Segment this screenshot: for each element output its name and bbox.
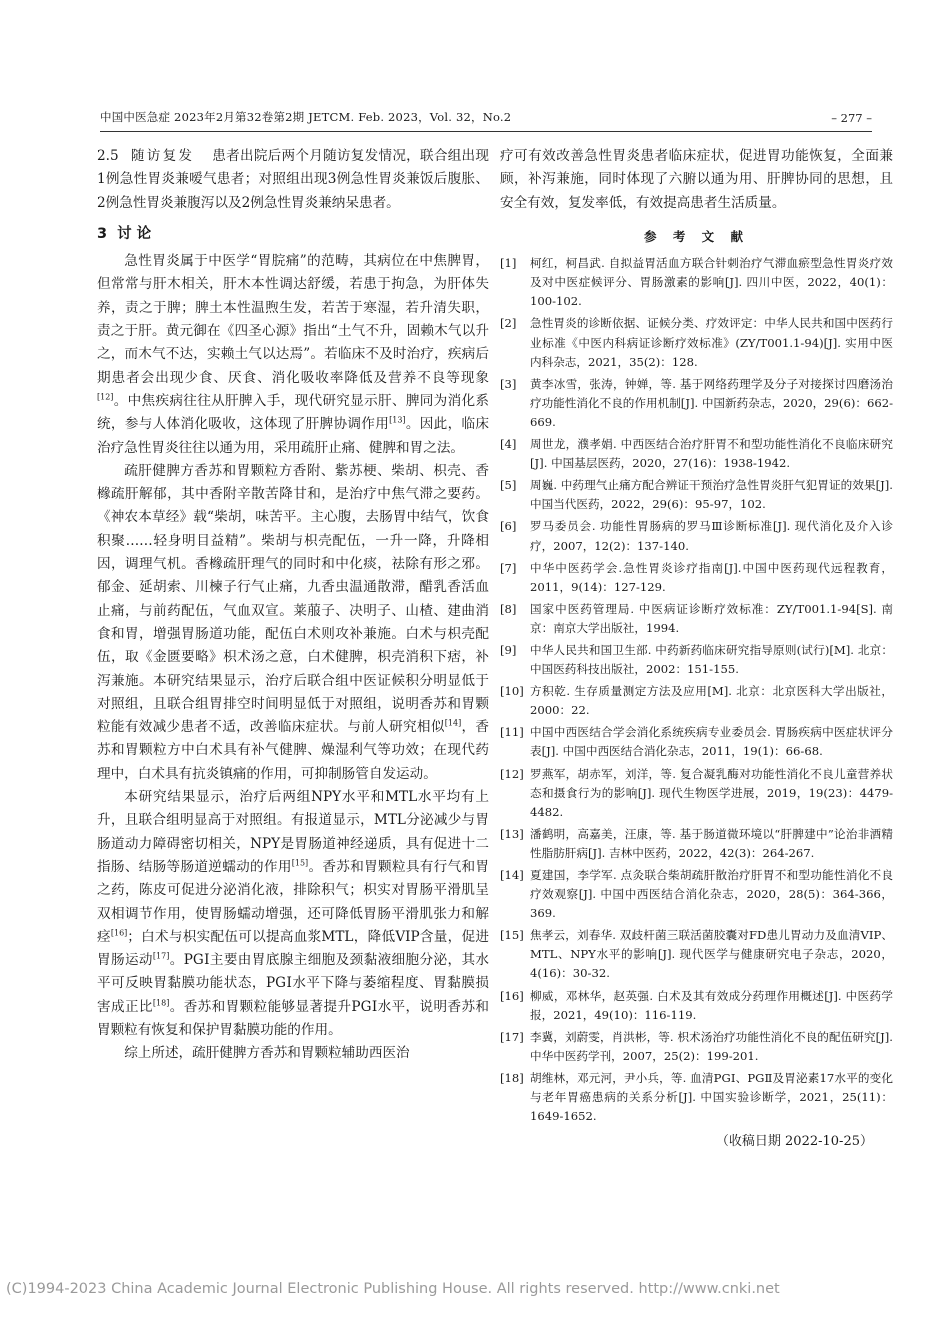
reference-item: [500, 825, 893, 863]
reference-text: 急性胃炎的诊断依据、证候分类、疗效评定：中华人民共和国中医药行业标准《中医内科病证诊断疗效标准》(ZY/T001.1-94)[J]. 实用中医内科杂志，2021，35(2)：128.: [530, 316, 893, 369]
reference-text: 焦孝云，刘春华. 双歧杆菌三联活菌胶囊对FD患儿胃动力及血清VIP、MTL、NPY水平的影响[J]. 现代医学与健康研究电子杂志，2020，4(16)：30-32.: [530, 928, 893, 981]
left-column: [97, 145, 489, 1066]
reference-item: [500, 723, 893, 761]
body-text: 。PGⅠ主要由胃底腺主细胞及颈黏液细胞分泌，其水平可反映胃黏膜功能状态，PGⅠ水平下降与萎缩程度、胃黏膜损害成正比: [97, 952, 490, 1015]
reference-text: 胡维林，邓元河，尹小兵，等. 血清PGⅠ、PGⅡ及胃泌素17水平的变化与老年胃癌患病的关系分析[J]. 中国实验诊断学，2021，25(11)：1649-1652.: [530, 1070, 893, 1124]
reference-item: [500, 375, 893, 432]
reference-text: 中华中医药学会.急性胃炎诊疗指南[J].中国中医药现代远程教育，2011，9(14)：127-129.: [530, 560, 893, 594]
reference-text: 中国中西医结合学会消化系统疾病专业委员会. 胃肠疾病中医症状评分表[J]. 中国中西医结合消化杂志，2011，19(1)：66-68.: [530, 725, 893, 759]
right-column: [500, 145, 893, 1154]
discussion-paragraph-3: [97, 786, 489, 1042]
conclusion-continuation: 疗可有效改善急性胃炎患者临床症状，促进胃功能恢复，全面兼顾，补泻兼施，同时体现了六腑以通为用、肝脾协同的思想，且安全有效，复发率低，有效提高患者生活质量。: [500, 148, 893, 211]
reference-item: [500, 1028, 893, 1066]
body-text: 本研究结果显示，治疗后两组NPY水平和MTL水平均有上升，且联合组明显高于对照组。有报道显示，MTL分泌减少与胃肠道动力障碍密切相关，NPY是胃肠道神经递质，具有促进十二指肠、结肠等肠道逆蠕动的作用: [97, 789, 489, 875]
body-text: 。香苏和胃颗粒能够显著提升PGⅠ水平，说明香苏和胃颗粒有恢复和保护胃黏膜功能的作用。: [97, 998, 490, 1038]
reference-text: 罗燕军，胡赤军，刘洋，等. 复合凝乳酶对功能性消化不良儿童营养状态和摄食行为的影响[J]. 现代生物医学进展，2019，19(23)：4479-4482.: [530, 766, 893, 819]
page-number: – 277 –: [831, 111, 872, 125]
followup-text: 患者出院后两个月随访复发情况，联合组出现1例急性胃炎兼嗳气患者；对照组出现3例急性胃炎兼饭后腹胀、2例急性胃炎兼腹泻以及2例急性胃炎兼纳呆患者。: [97, 148, 490, 211]
reference-number: [4]: [500, 437, 517, 452]
reference-item: [500, 641, 893, 679]
reference-number: [15]: [500, 928, 524, 943]
reference-item: [500, 600, 893, 638]
discussion-paragraph-4: 综上所述，疏肝健脾方香苏和胃颗粒辅助西医治: [124, 1045, 410, 1062]
body-text: ；白术与枳实配伍可以提高血浆MTL，降低VIP含量，促进胃肠运动: [97, 928, 489, 969]
reference-number: [7]: [500, 560, 517, 575]
reference-number: [17]: [500, 1029, 524, 1044]
reference-number: [1]: [500, 256, 517, 271]
reference-item: [500, 1069, 893, 1126]
body-text: 急性胃炎属于中医学“胃脘痛”的范畴，其病位在中焦脾胃，但常常与肝木相关，肝木本性调达舒缓，若患于拘急，为肝体失养，责之于脾；脾土本性温煦生发，若苦于寒湿，若升清失职，责之于肝。黄元御在《四圣心源》指出“土气不升，固赖木气以升之，而木气不达，实赖土气以达焉”。若临床不及时治疗，疾病后期患者会出现少食、厌食、消化吸收率降低及营养不良等现象: [97, 253, 489, 386]
reference-number: [11]: [500, 725, 524, 740]
reference-number: [13]: [500, 826, 524, 841]
reference-number: [6]: [500, 519, 517, 534]
reference-text: 周世龙，濮孝娟. 中西医结合治疗肝胃不和型功能性消化不良临床研究[J]. 中国基层医药，2020，27(16)：1938-1942.: [530, 437, 893, 471]
reference-text: 李冀，刘蔚雯，肖洪彬，等. 枳术汤治疗功能性消化不良的配伍研究[J]. 中华中医药学刊，2007，25(2)：199-201.: [530, 1029, 893, 1063]
body-text: 疏肝健脾方香苏和胃颗粒方香附、紫苏梗、柴胡、枳壳、香橼疏肝解郁，其中香附辛散苦降甘和，是治疗中焦气滞之要药。《神农本草经》载“柴胡，味苦平。主心腹，去肠胃中结气，饮食积聚……轻身明目益精”。柴胡与枳壳配伍，一升一降，升降相因，调理气机。香橼疏肝理气的同时和中化痰，祛除有形之邪。郁金、延胡索、川楝子行气止痛，九香虫温通散滞，醋乳香活血止痛，与前药配伍，气血双宣。莱菔子、决明子、山楂、建曲消食和胃，增强胃肠道功能，配伍白术则攻补兼施。白术与枳壳配伍，取《金匮要略》枳术汤之意，白术健脾，枳壳消积下痞，补泻兼施。本研究结果显示，治疗后联合组中医证候积分明显低于对照组，且联合组胃排空时间明显低于对照组，说明香苏和胃颗粒能有效减少患者不适，改善临床症状。与前人研究相似: [97, 462, 489, 736]
reference-item: [500, 987, 893, 1025]
reference-item: [500, 866, 893, 923]
body-text: 。因此，临床治疗急性胃炎往往以通为用，采用疏肝止痛、健脾和胃之法。: [97, 416, 490, 456]
citation: [15]: [291, 858, 309, 868]
citation: [13]: [389, 415, 406, 425]
discussion-paragraph-2: [97, 460, 489, 786]
references-heading: 参 考 文 献: [643, 228, 750, 244]
reference-text: 方积乾. 生存质量测定方法及应用[M]. 北京：北京医科大学出版社，2000：22.: [530, 684, 893, 718]
reference-item: [500, 765, 893, 822]
page-header: [100, 109, 872, 132]
citation: [12]: [97, 392, 114, 402]
reference-text: 潘鹤明，高嘉美，汪康，等. 基于肠道微环境以“肝脾建中”论治非酒精性脂肪肝病[J]. 吉林中医药，2022，42(3)：264-267.: [530, 826, 893, 860]
reference-text: 周巍. 中药理气止痛方配合辨证干预治疗急性胃炎肝气犯胃证的效果[J]. 中国当代医药，2022，29(6)：95-97，102.: [530, 478, 893, 512]
reference-text: 柳威，邓林华，赵英强. 白术及其有效成分药理作用概述[J]. 中医药学报，2021，49(10)：116-119.: [530, 988, 893, 1022]
reference-text: 夏建国，李学军. 点灸联合柴胡疏肝散治疗肝胃不和型功能性消化不良疗效观察[J]. 中国中西医结合消化杂志，2020，28(5)：364-366，369.: [530, 868, 893, 921]
reference-item: [500, 517, 893, 555]
reference-item: [500, 926, 893, 983]
reference-text: 中华人民共和国卫生部. 中药新药临床研究指导原则(试行)[M]. 北京：中国医药科技出版社，2002：151-155.: [530, 642, 893, 677]
body-text: 。香苏和胃颗粒具有行气和胃之药，陈皮可促进分泌消化液，排除积气；枳实对胃肠平滑肌呈双相调节作用，使胃肠蠕动增强，还可降低胃肠平滑肌张力和解痉: [97, 858, 490, 945]
copyright-footer: (C)1994-2023 China Academic Journal Electronic Publishing House. All rights reserved. http://www.cnki.net: [6, 1281, 780, 1297]
reference-number: [9]: [500, 642, 517, 657]
reference-number: [5]: [500, 478, 517, 493]
reference-item: [500, 435, 893, 473]
reference-number: [10]: [500, 684, 524, 699]
reference-text: 黄李冰雪，张涛，钟婵，等. 基于网络药理学及分子对接探讨四磨汤治疗功能性消化不良的作用机制[J]. 中国新药杂志，2020，29(6)：662-669.: [530, 376, 893, 429]
reference-number: [2]: [500, 316, 517, 331]
citation: [18]: [152, 998, 170, 1008]
citation: [17]: [152, 951, 170, 961]
reference-number: [16]: [500, 988, 524, 1003]
reference-list: [500, 254, 893, 1126]
reference-number: [3]: [500, 376, 517, 391]
reference-number: [12]: [500, 766, 524, 781]
body-text: 。中焦疾病往往从肝脾入手，现代研究显示肝、脾同为消化系统，参与人体消化吸收，这体现了肝脾协调作用: [97, 392, 489, 433]
received-date: （收稿日期 2022-10-25）: [715, 1134, 873, 1150]
discussion-paragraph-1: [97, 250, 489, 460]
section-title: 讨 论: [117, 225, 152, 242]
section-heading: [97, 223, 489, 246]
reference-text: 罗马委员会. 功能性胃肠病的罗马Ⅲ诊断标准[J]. 现代消化及介入诊疗，2007，12(2)：137-140.: [530, 519, 893, 553]
reference-text: 国家中医药管理局. 中医病证诊断疗效标准：ZY/T001.1-94[S]. 南京：南京大学出版社，1994.: [530, 601, 893, 635]
reference-text: 柯红，柯昌武. 自拟益胃活血方联合针刺治疗气滞血瘀型急性胃炎疗效及对中医症候评分、胃肠激素的影响[J]. 四川中医，2022，40(1)：100-102.: [530, 256, 893, 309]
reference-item: [500, 254, 893, 311]
reference-number: [8]: [500, 601, 517, 616]
reference-item: [500, 476, 893, 514]
subsection-number: 2.5: [97, 148, 119, 164]
citation: [14]: [444, 718, 462, 728]
followup-paragraph: [97, 145, 489, 215]
reference-item: [500, 559, 893, 597]
reference-item: [500, 314, 893, 371]
section-number: 3: [97, 225, 108, 242]
reference-item: [500, 682, 893, 720]
reference-number: [18]: [500, 1070, 524, 1085]
body-text: ，香苏和胃颗粒方中白术具有补气健脾、燥湿利气等功效；在现代药理中，白术具有抗炎镇痛的作用，可抑制肠管自发运动。: [97, 719, 490, 782]
subsection-label: 随访复发: [130, 148, 195, 164]
citation: [16]: [110, 928, 128, 938]
reference-number: [14]: [500, 868, 524, 882]
journal-citation: 中国中医急症 2023年2月第32卷第2期 JETCM. Feb. 2023，Vol. 32，No.2: [100, 110, 512, 124]
